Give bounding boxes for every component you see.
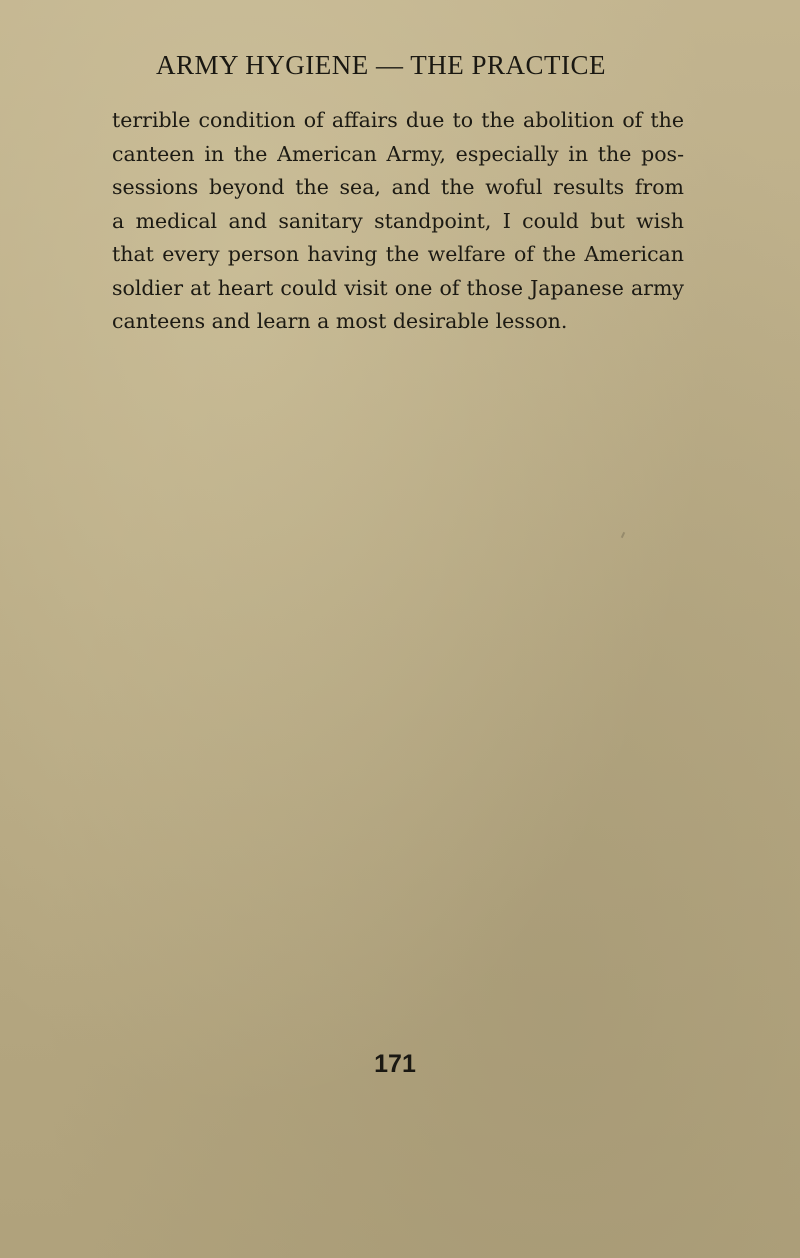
text-line: that every person having the welfare of the American [112, 242, 684, 266]
text-line: a medical and sanitary standpoint, I could but wish [112, 208, 684, 233]
text-line: soldier at heart could visit one of those Japanese army [112, 275, 684, 300]
running-head: ARMY HYGIENE — THE PRACTICE [156, 50, 606, 80]
page-number: 171 [374, 1050, 416, 1078]
text-line: canteen in the American Army, especially in the pos- [112, 141, 684, 166]
text-line: canteens and learn a most desirable lesson. [112, 309, 568, 333]
paper-speck [621, 532, 625, 538]
text-line: sessions beyond the sea, and the woful results from [112, 175, 684, 199]
body-paragraph [112, 104, 684, 339]
text-line: terrible condition of affairs due to the abolition of the [112, 108, 684, 132]
